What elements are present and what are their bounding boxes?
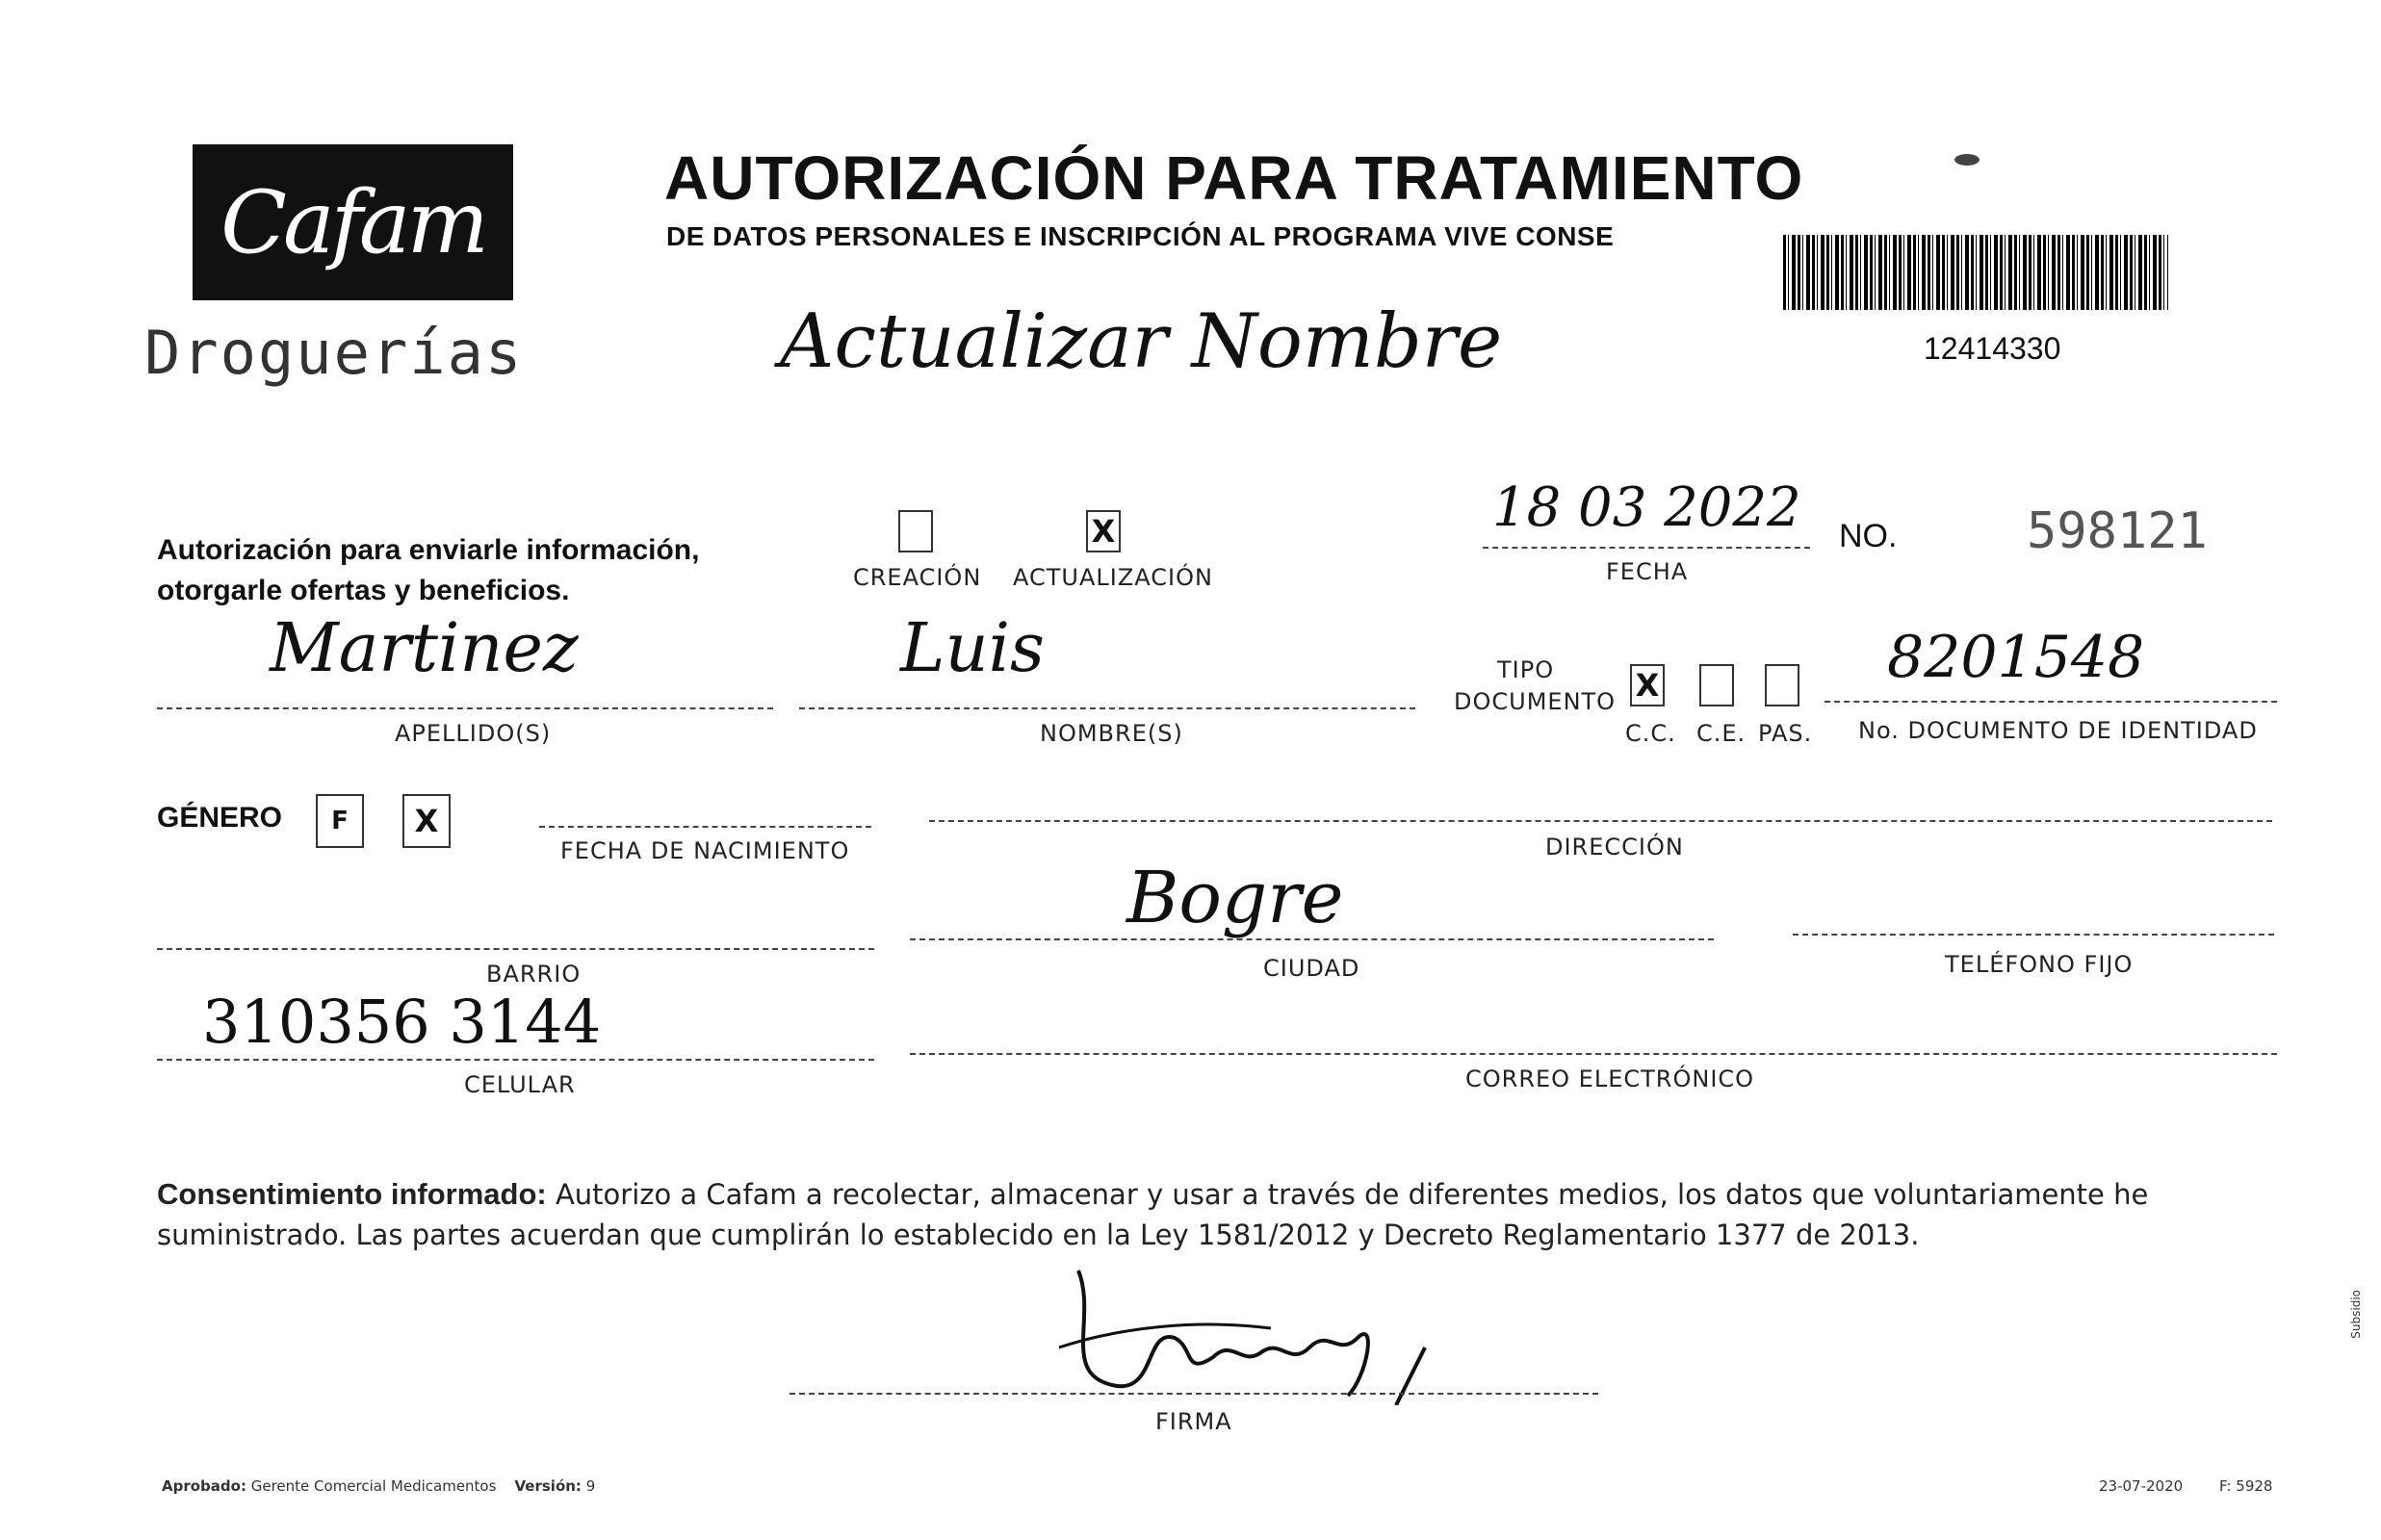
creation-label: CREACIÓN xyxy=(853,564,982,591)
email-line[interactable] xyxy=(910,1053,2277,1055)
doc-pas-checkbox[interactable] xyxy=(1765,664,1799,706)
footer-approval xyxy=(162,1477,595,1495)
smudge-mark xyxy=(1954,154,1980,166)
footer-date: 23-07-2020 xyxy=(2099,1477,2184,1495)
birth-date-line[interactable] xyxy=(539,826,871,828)
phone-label: TELÉFONO FIJO xyxy=(1945,951,2134,978)
mobile-line[interactable] xyxy=(157,1059,874,1061)
date-line xyxy=(1483,547,1810,549)
city-line[interactable] xyxy=(910,938,1714,940)
signature-label: FIRMA xyxy=(1155,1408,1232,1435)
doc-type-label-2: DOCUMENTO xyxy=(1454,688,1617,715)
surname-value: Martinez xyxy=(270,608,579,687)
side-note: Subsidio xyxy=(2349,1290,2363,1339)
gender-label: GÉNERO xyxy=(157,802,283,834)
consent-paragraph xyxy=(157,1174,2275,1255)
doc-cc-label: C.C. xyxy=(1625,720,1676,747)
city-value: Bogre xyxy=(1126,857,1344,939)
consent-lead: Consentimiento informado: xyxy=(157,1177,547,1211)
name-label: NOMBRE(S) xyxy=(1040,720,1183,747)
approved-value: Gerente Comercial Medicamentos xyxy=(250,1477,497,1495)
doc-pas-label: PAS. xyxy=(1758,720,1813,747)
intro-line-2: otorgarle ofertas y beneficios. xyxy=(157,575,570,606)
update-mark: X xyxy=(1091,513,1116,550)
doc-type-label-1: TIPO xyxy=(1497,656,1555,683)
logo-text: Cafam xyxy=(220,171,485,273)
update-label: ACTUALIZACIÓN xyxy=(1013,564,1213,591)
intro-line-1: Autorización para enviarle información, xyxy=(157,534,700,566)
name-line[interactable] xyxy=(799,707,1415,709)
city-label: CIUDAD xyxy=(1263,955,1360,982)
email-label: CORREO ELECTRÓNICO xyxy=(1465,1065,1755,1092)
barcode xyxy=(1783,235,2168,310)
doc-ce-checkbox[interactable] xyxy=(1699,664,1734,706)
update-checkbox[interactable] xyxy=(1086,510,1121,552)
brand-subtitle: Droguerías xyxy=(144,318,524,388)
doc-number-label: No. DOCUMENTO DE IDENTIDAD xyxy=(1858,717,2258,744)
form-number: 598121 xyxy=(2027,502,2208,560)
cafam-logo xyxy=(193,144,513,300)
doc-cc-mark: X xyxy=(1635,667,1660,704)
neighborhood-label: BARRIO xyxy=(486,961,582,988)
doc-number-line[interactable] xyxy=(1825,701,2277,703)
mobile-value: 310356 3144 xyxy=(202,987,602,1057)
form-subtitle: DE DATOS PERSONALES E INSCRIPCIÓN AL PROGRAMA VIVE CONSE xyxy=(666,221,1615,251)
address-label: DIRECCIÓN xyxy=(1545,834,1684,860)
gender-f-checkbox[interactable] xyxy=(316,794,364,848)
approved-label: Aprobado: xyxy=(162,1477,246,1495)
name-value: Luis xyxy=(900,608,1045,687)
doc-number-value: 8201548 xyxy=(1887,624,2145,691)
version-value: 9 xyxy=(585,1477,596,1495)
gender-f-label: F xyxy=(331,807,349,835)
birth-date-label: FECHA DE NACIMIENTO xyxy=(560,837,850,864)
date-label: FECHA xyxy=(1606,558,1689,585)
handwritten-note: Actualizar Nombre xyxy=(780,298,1503,385)
mobile-label: CELULAR xyxy=(464,1071,576,1098)
address-line[interactable] xyxy=(929,820,2272,822)
neighborhood-line[interactable] xyxy=(157,948,874,950)
version-label: Versión: xyxy=(514,1477,582,1495)
date-value: 18 03 2022 xyxy=(1492,476,1801,539)
gender-m-checkbox[interactable] xyxy=(402,794,451,848)
doc-ce-label: C.E. xyxy=(1696,720,1747,747)
form-title: AUTORIZACIÓN PARA TRATAMIENTO xyxy=(664,143,1804,213)
signature-line[interactable] xyxy=(789,1393,1598,1395)
no-label: NO. xyxy=(1839,518,1898,554)
gender-m-mark: X xyxy=(414,803,439,839)
consent-text: Autorizo a Cafam a recolectar, almacenar y usar a través de diferentes medios, los datos que voluntariamente he suministrado. Las partes acuerdan que cumplirán lo establecido en la Ley 1581/2012 y Decreto Reglamentario 1377 de 2013. xyxy=(157,1178,2149,1251)
creation-checkbox[interactable] xyxy=(898,510,933,552)
doc-cc-checkbox[interactable] xyxy=(1630,664,1665,706)
surname-line[interactable] xyxy=(157,707,773,709)
surname-label: APELLIDO(S) xyxy=(395,720,552,747)
footer-form-code: F: 5928 xyxy=(2219,1477,2273,1495)
barcode-number: 12414330 xyxy=(1924,331,2061,366)
phone-line[interactable] xyxy=(1793,934,2274,936)
signature-scribble xyxy=(1040,1261,1463,1405)
